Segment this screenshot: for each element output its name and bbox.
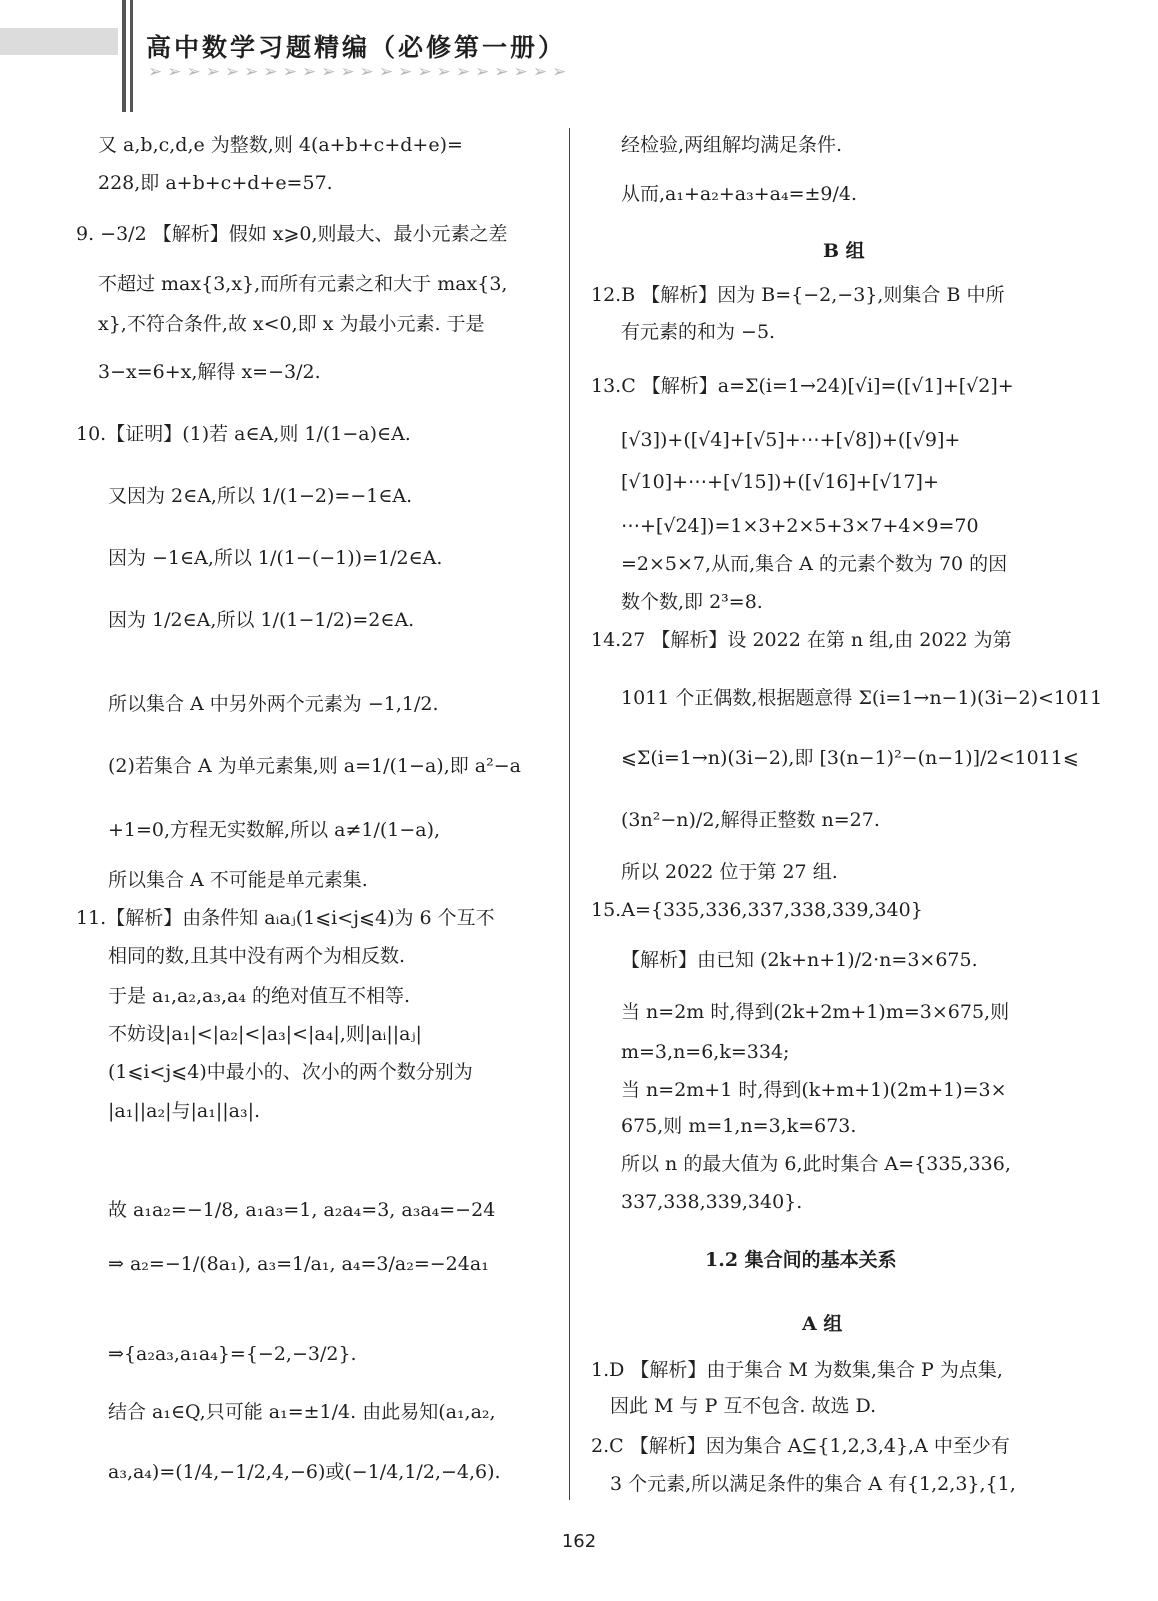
text-line: 3−x=6+x,解得 x=−3/2. xyxy=(98,361,321,383)
problem-15-answer: 15.A={335,336,337,338,339,340} xyxy=(591,899,923,921)
problem-13-answer: 13.C 【解析】a=Σ(i=1→24)[√i]=([√1]+[√2]+ xyxy=(591,375,1014,397)
text-line: |a₁||a₂|与|a₁||a₃|. xyxy=(108,1100,261,1122)
problem-1-answer: 1.D 【解析】由于集合 M 为数集,集合 P 为点集, xyxy=(591,1359,1003,1381)
group-heading: A 组 xyxy=(802,1313,843,1335)
text-line: 不妨设|a₁|<|a₂|<|a₃|<|a₄|,则|aᵢ||aⱼ| xyxy=(108,1023,422,1045)
text-line: =2×5×7,从而,集合 A 的元素个数为 70 的因 xyxy=(621,553,1008,575)
text-line: 有元素的和为 −5. xyxy=(621,321,776,343)
text-line: x},不符合条件,故 x<0,即 x 为最小元素. 于是 xyxy=(98,313,485,335)
text-line: ⋯+[√24])=1×3+2×5+3×7+4×9=70 xyxy=(621,515,979,537)
text-line: 当 n=2m+1 时,得到(k+m+1)(2m+1)=3× xyxy=(621,1079,1007,1101)
text-line: 3 个元素,所以满足条件的集合 A 有{1,2,3},{1, xyxy=(610,1473,1016,1495)
problem-2-answer: 2.C 【解析】因为集合 A⊆{1,2,3,4},A 中至少有 xyxy=(591,1435,1010,1457)
group-heading: B 组 xyxy=(823,240,865,262)
header-rule xyxy=(130,0,133,112)
text-line: [√10]+⋯+[√15])+([√16]+[√17]+ xyxy=(621,471,939,493)
problem-10-proof: 10.【证明】(1)若 a∈A,则 1/(1−a)∈A. xyxy=(76,423,411,445)
text-line: 675,则 m=1,n=3,k=673. xyxy=(621,1115,857,1137)
text-line: ⩽Σ(i=1→n)(3i−2),即 [3(n−1)²−(n−1)]/2<1011⩽ xyxy=(621,747,1079,769)
text-line: 所以集合 A 中另外两个元素为 −1,1/2. xyxy=(108,693,439,715)
header-rule xyxy=(122,0,126,112)
text-line: 相同的数,且其中没有两个为相反数. xyxy=(108,945,406,967)
text-line: 结合 a₁∈Q,只可能 a₁=±1/4. 由此易知(a₁,a₂, xyxy=(108,1401,496,1423)
text-line: 经检验,两组解均满足条件. xyxy=(621,134,843,156)
text-line: 所以集合 A 不可能是单元素集. xyxy=(108,869,368,891)
text-line: 337,338,339,340}. xyxy=(621,1191,803,1213)
header-arrows-decoration: ➢➢➢➢➢➢➢➢➢➢➢➢➢➢➢➢➢➢➢➢➢➢ xyxy=(148,62,572,82)
text-line: 又 a,b,c,d,e 为整数,则 4(a+b+c+d+e)= xyxy=(98,134,463,156)
text-line: (2)若集合 A 为单元素集,则 a=1/(1−a),即 a²−a xyxy=(108,755,521,777)
text-line: 当 n=2m 时,得到(2k+2m+1)m=3×675,则 xyxy=(621,1001,1010,1023)
text-line: 于是 a₁,a₂,a₃,a₄ 的绝对值互不相等. xyxy=(108,985,411,1007)
book-title: 高中数学习题精编（必修第一册） xyxy=(146,33,567,62)
problem-14-answer: 14.27 【解析】设 2022 在第 n 组,由 2022 为第 xyxy=(591,629,1012,651)
text-line: 不超过 max{3,x},而所有元素之和大于 max{3, xyxy=(98,273,508,295)
text-line: (1⩽i<j⩽4)中最小的、次小的两个数分别为 xyxy=(108,1061,473,1083)
text-line: 所以 n 的最大值为 6,此时集合 A={335,336, xyxy=(621,1153,1011,1175)
problem-11-solution: 11.【解析】由条件知 aᵢaⱼ(1⩽i<j⩽4)为 6 个互不 xyxy=(76,907,495,929)
text-line: 因为 1/2∈A,所以 1/(1−1/2)=2∈A. xyxy=(108,609,415,631)
text-line: (3n²−n)/2,解得正整数 n=27. xyxy=(621,809,880,831)
header-band xyxy=(0,28,118,55)
text-line: 228,即 a+b+c+d+e=57. xyxy=(98,172,333,194)
text-line: a₃,a₄)=(1/4,−1/2,4,−6)或(−1/4,1/2,−4,6). xyxy=(108,1461,501,1483)
equation-system: 故 a₁a₂=−1/8, a₁a₃=1, a₂a₄=3, a₃a₄=−24 xyxy=(108,1199,496,1221)
text-line: 【解析】由已知 (2k+n+1)/2·n=3×675. xyxy=(621,949,978,971)
text-line: 所以 2022 位于第 27 组. xyxy=(621,861,838,883)
text-line: 又因为 2∈A,所以 1/(1−2)=−1∈A. xyxy=(108,485,413,507)
column-divider xyxy=(569,128,570,1500)
text-line: 1011 个正偶数,根据题意得 Σ(i=1→n−1)(3i−2)<1011 xyxy=(621,687,1103,709)
text-line: 因此 M 与 P 互不包含. 故选 D. xyxy=(610,1395,877,1417)
problem-12-answer: 12.B 【解析】因为 B={−2,−3},则集合 B 中所 xyxy=(591,284,1005,306)
text-line: 数个数,即 2³=8. xyxy=(621,591,763,613)
equation-system: ⇒ a₂=−1/(8a₁), a₃=1/a₁, a₄=3/a₂=−24a₁ xyxy=(108,1253,489,1275)
text-line: +1=0,方程无实数解,所以 a≠1/(1−a), xyxy=(108,819,441,841)
text-line: 从而,a₁+a₂+a₃+a₄=±9/4. xyxy=(621,183,858,205)
text-line: m=3,n=6,k=334; xyxy=(621,1041,790,1063)
section-heading: 1.2 集合间的基本关系 xyxy=(705,1249,897,1271)
page-number: 162 xyxy=(561,1531,597,1552)
text-line: 因为 −1∈A,所以 1/(1−(−1))=1/2∈A. xyxy=(108,547,443,569)
text-line: [√3])+([√4]+[√5]+⋯+[√8])+([√9]+ xyxy=(621,429,961,451)
problem-9-answer: 9. −3/2 【解析】假如 x⩾0,则最大、最小元素之差 xyxy=(76,223,508,245)
text-line: ⇒{a₂a₃,a₁a₄}={−2,−3/2}. xyxy=(108,1343,357,1365)
